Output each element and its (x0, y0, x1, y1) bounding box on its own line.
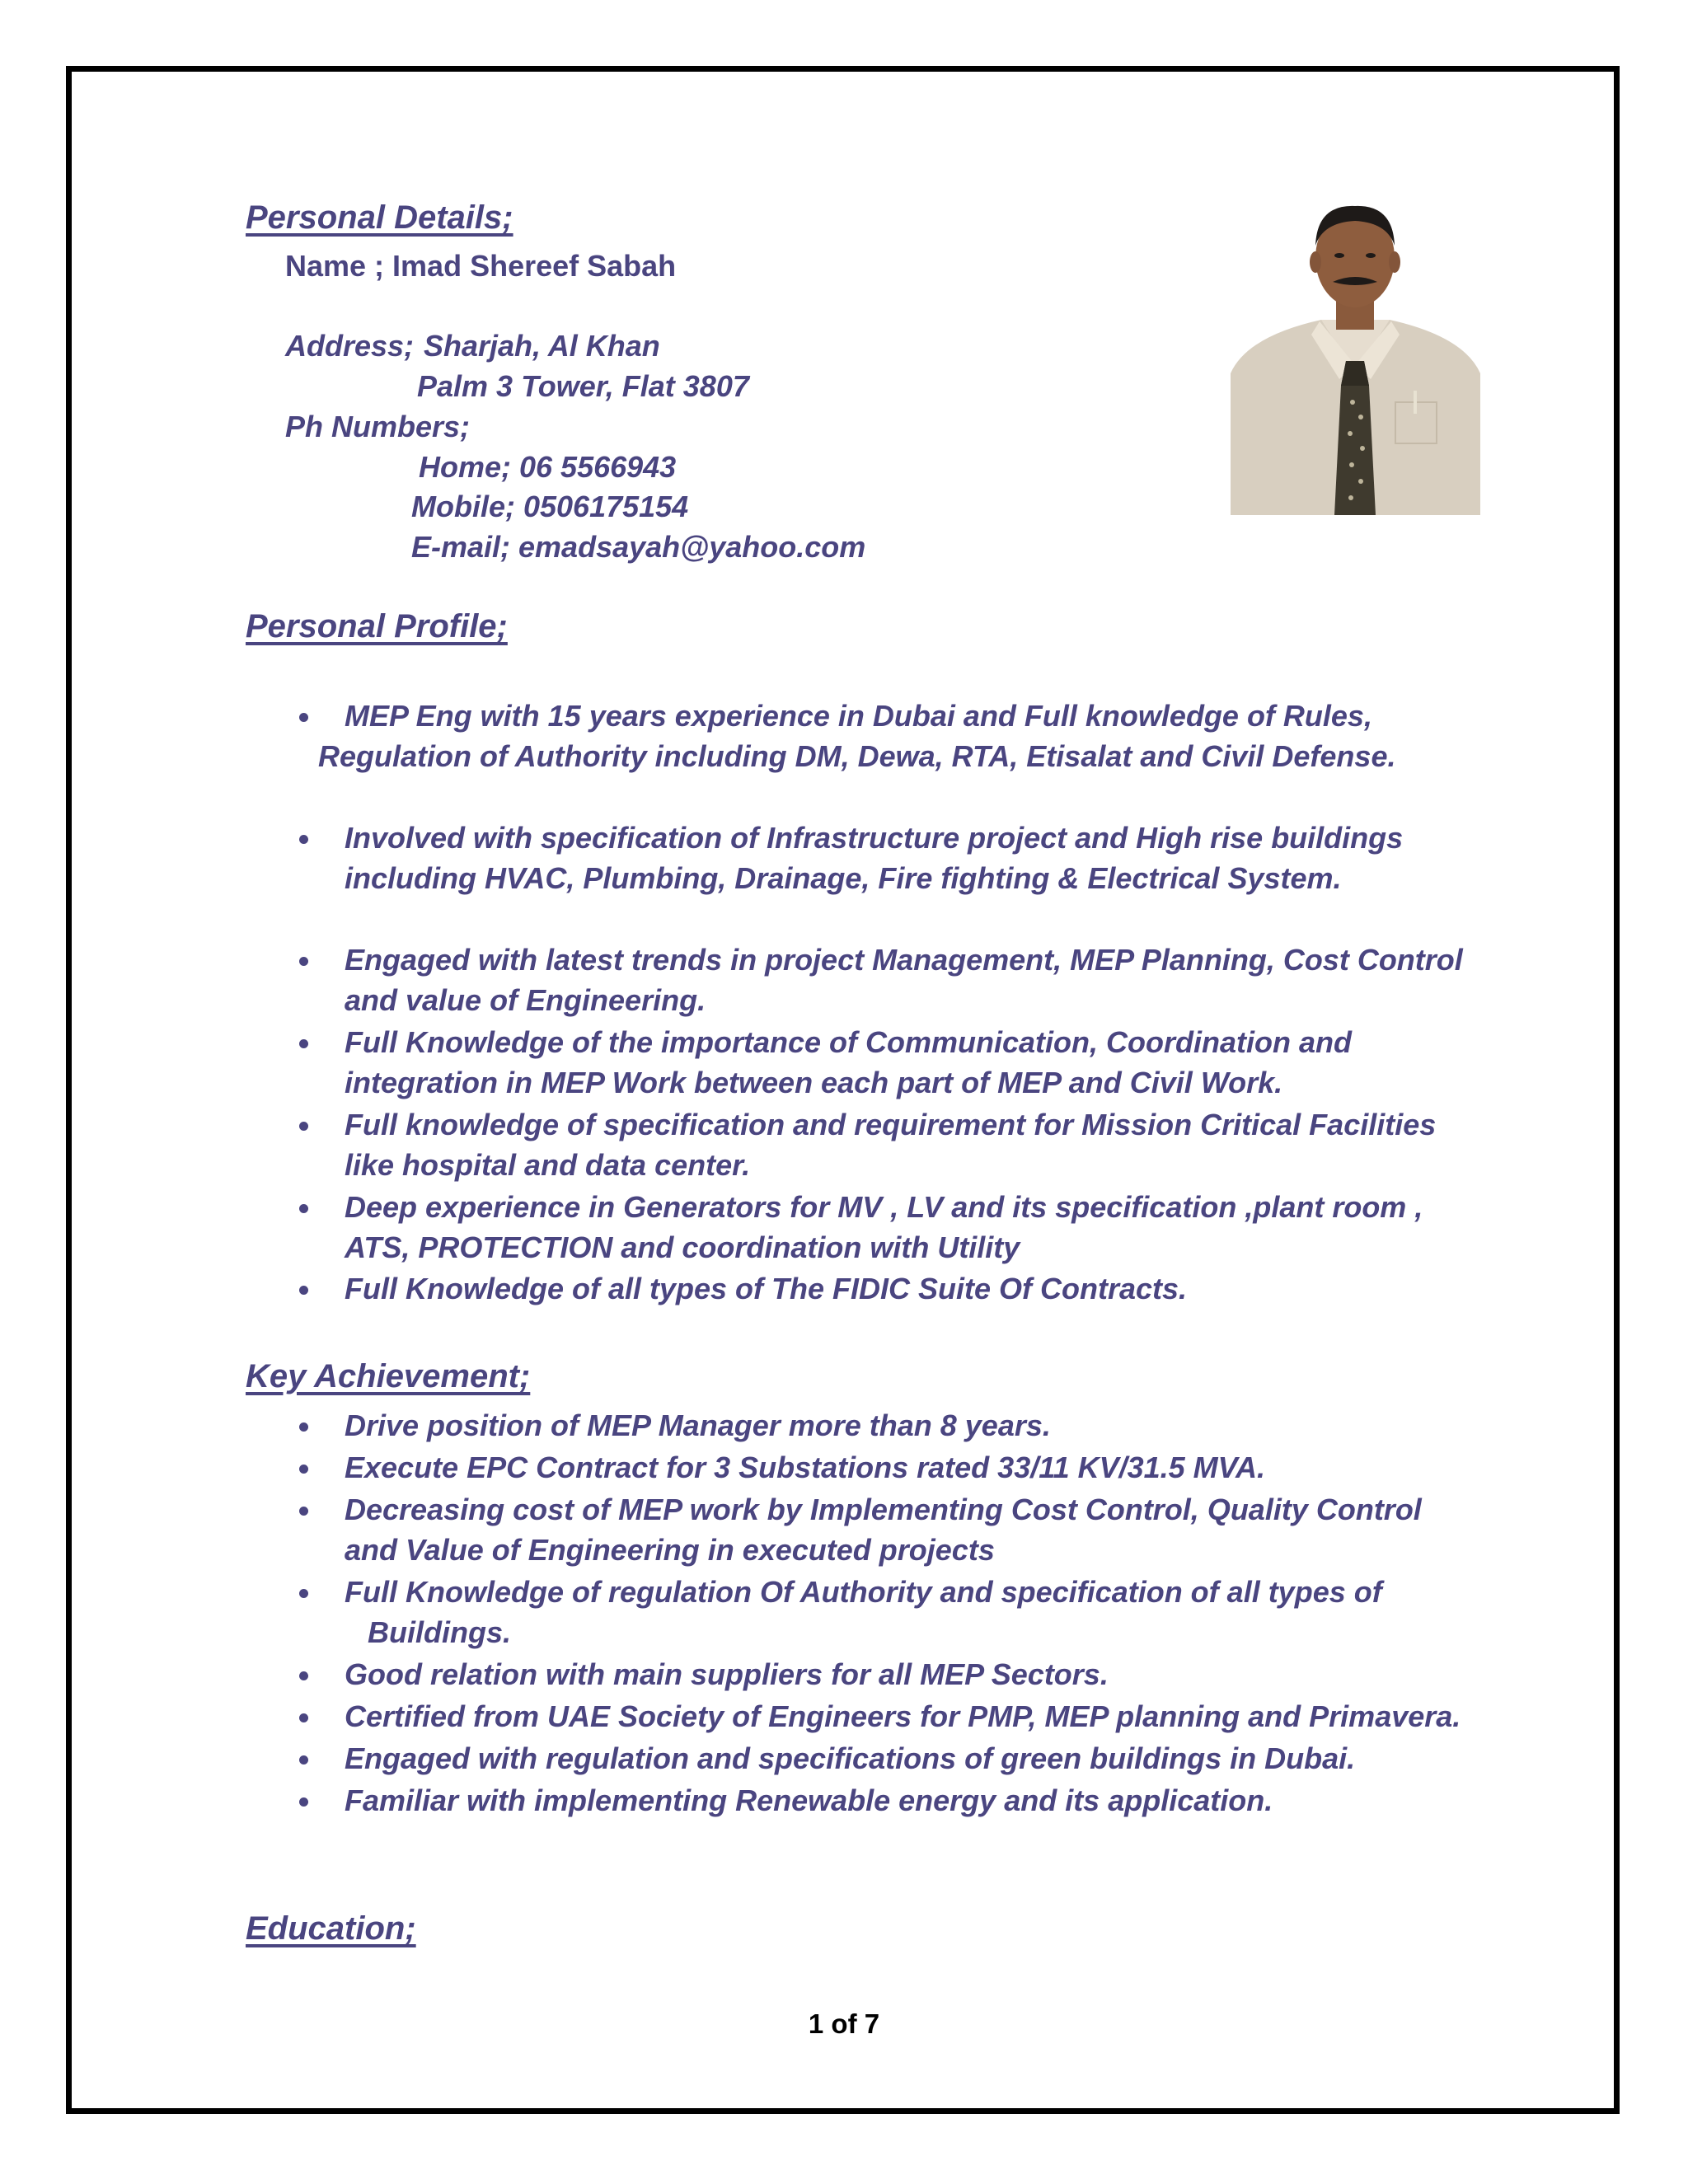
name-line: Name ; Imad Shereef Sabah (285, 249, 677, 283)
achievement-item-4-line-2: Buildings. (368, 1615, 511, 1649)
key-achievement-heading: Key Achievement; (246, 1358, 531, 1394)
address-line-2: Palm 3 Tower, Flat 3807 (417, 369, 749, 403)
profile-item-4-line-2: integration in MEP Work between each part of MEP and Civil Work. (345, 1066, 1283, 1099)
education-heading: Education; (246, 1910, 416, 1947)
profile-item-5-line-1: Full knowledge of specification and requirement for Mission Critical Facilities (345, 1108, 1437, 1141)
bullet-icon (299, 1589, 308, 1598)
achievement-item-5: Good relation with main suppliers for all MEP Sectors. (345, 1657, 1109, 1691)
bullet-icon (299, 1465, 308, 1474)
achievement-item-7: Engaged with regulation and specifications of green buildings in Dubai. (345, 1741, 1356, 1775)
bullet-icon (299, 1422, 308, 1432)
achievement-item-1: Drive position of MEP Manager more than 8 years. (345, 1408, 1051, 1442)
profile-item-2-line-2: including HVAC, Plumbing, Drainage, Fire fighting & Electrical System. (345, 861, 1342, 895)
email-address: E-mail; emadsayah@yahoo.com (411, 530, 866, 564)
achievement-item-4-line-1: Full Knowledge of regulation Of Authority and specification of all types of (345, 1575, 1382, 1609)
profile-item-5-line-2: like hospital and data center. (345, 1148, 751, 1182)
profile-item-7-line-1: Full Knowledge of all types of The FIDIC Suite Of Contracts. (345, 1272, 1188, 1305)
personal-details-heading: Personal Details; (246, 199, 513, 236)
profile-photo (1231, 196, 1480, 515)
bullet-icon (299, 713, 308, 722)
profile-item-4-line-1: Full Knowledge of the importance of Communication, Coordination and (345, 1025, 1352, 1059)
bullet-icon (299, 835, 308, 844)
bullet-icon (299, 1204, 308, 1213)
achievement-item-2: Execute EPC Contract for 3 Substations rated 33/11 KV/31.5 MVA. (345, 1451, 1266, 1484)
achievement-item-8: Familiar with implementing Renewable energy and its application. (345, 1783, 1273, 1817)
profile-item-1-line-2: Regulation of Authority including DM, Dewa, RTA, Etisalat and Civil Defense. (318, 739, 1396, 773)
page-number: 1 of 7 (808, 2008, 880, 2039)
bullet-icon (299, 1797, 308, 1807)
bullet-icon (299, 1507, 308, 1516)
bullet-icon (299, 1671, 308, 1680)
profile-item-2-line-1: Involved with specification of Infrastructure project and High rise buildings (345, 821, 1404, 855)
profile-item-6-line-2: ATS, PROTECTION and coordination with Utility (345, 1230, 1020, 1264)
profile-item-6-line-1: Deep experience in Generators for MV , LV and its specification ,plant room , (345, 1190, 1423, 1224)
portrait-illustration (1231, 196, 1480, 515)
profile-item-3-line-1: Engaged with latest trends in project Management, MEP Planning, Cost Control (345, 943, 1463, 977)
profile-item-1-line-1: MEP Eng with 15 years experience in Dubai and Full knowledge of Rules, (345, 699, 1372, 733)
mobile-phone: Mobile; 0506175154 (411, 490, 689, 523)
bullet-icon (299, 1039, 308, 1048)
bullet-icon (299, 957, 308, 966)
achievement-item-6: Certified from UAE Society of Engineers for PMP, MEP planning and Primavera. (345, 1699, 1461, 1733)
bullet-icon (299, 1286, 308, 1295)
achievement-item-3-line-1: Decreasing cost of MEP work by Implementing Cost Control, Quality Control (345, 1493, 1422, 1526)
bullet-icon (299, 1122, 308, 1131)
achievement-item-3-line-2: and Value of Engineering in executed projects (345, 1533, 995, 1567)
home-phone: Home; 06 5566943 (419, 450, 677, 484)
bullet-icon (299, 1713, 308, 1722)
phone-label: Ph Numbers; (285, 410, 471, 443)
bullet-icon (299, 1755, 308, 1765)
personal-profile-heading: Personal Profile; (246, 608, 508, 644)
address-label: Address; (285, 329, 415, 363)
address-line-1: Sharjah, Al Khan (424, 329, 660, 363)
profile-item-3-line-2: and value of Engineering. (345, 983, 706, 1017)
